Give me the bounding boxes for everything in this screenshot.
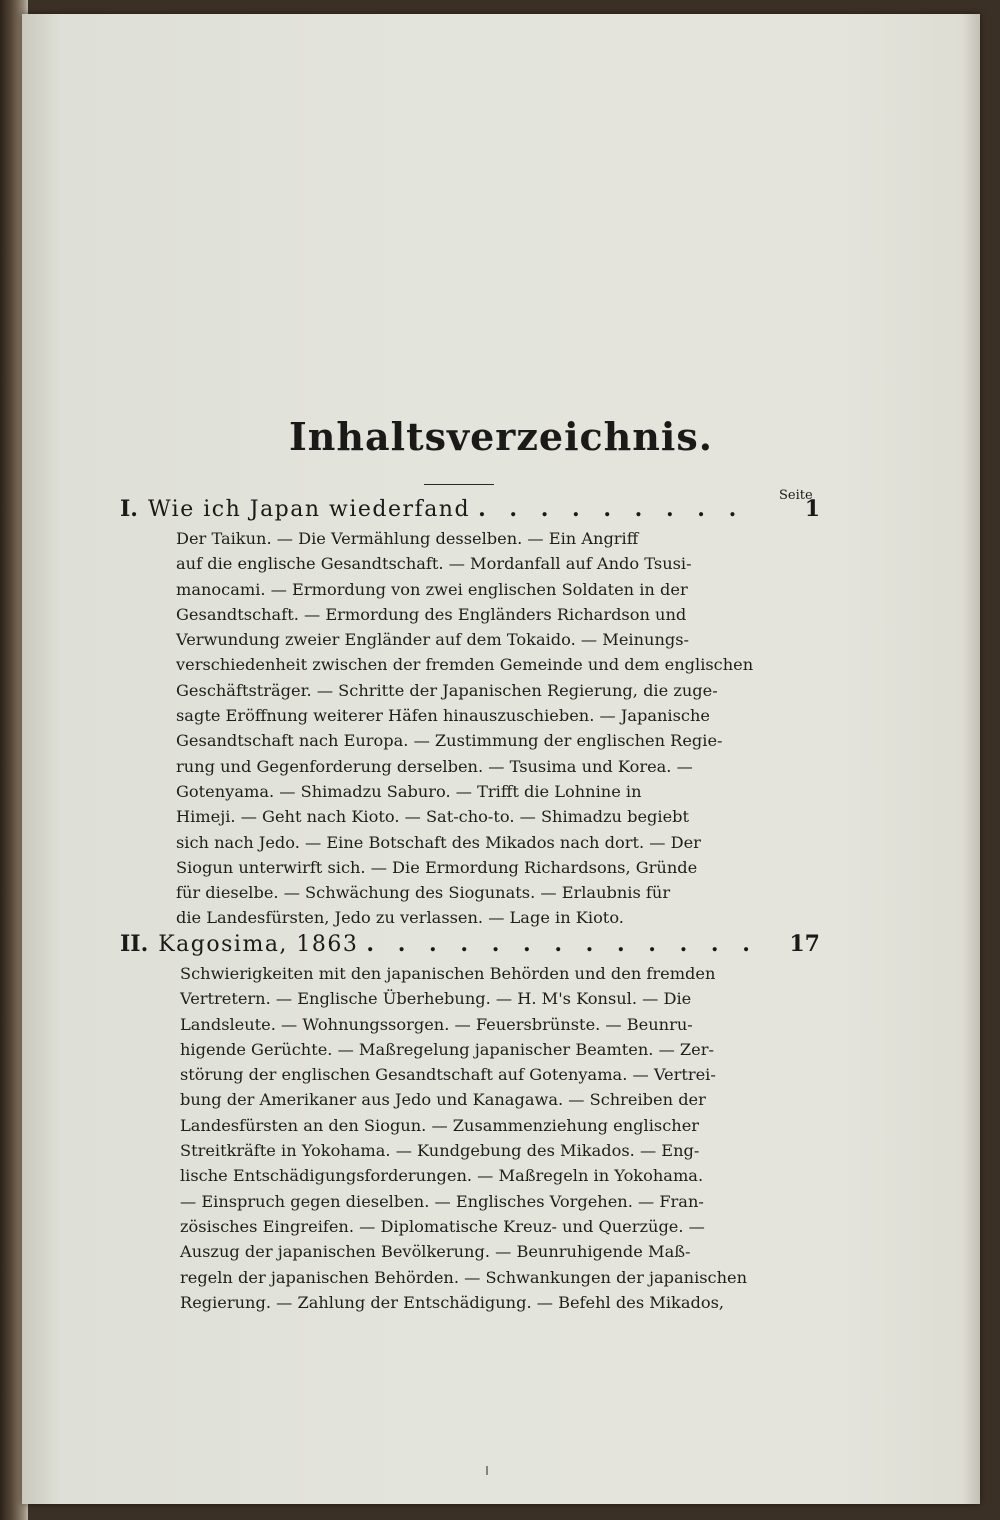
toc-entry-chapter-2 [120, 931, 820, 957]
page-title: Inhaltsverzeichnis. [289, 414, 713, 459]
page-column-label: Seite [779, 488, 813, 503]
page-edge-shadow [962, 14, 980, 1504]
chapter-number: II. [120, 931, 149, 957]
chapter-page-number: 1 [804, 496, 820, 522]
page-mark [486, 1466, 488, 1475]
chapter-number: I. [120, 496, 138, 522]
chapter-page-number: 17 [789, 931, 820, 957]
chapter-summary: Der Taikun. — Die Vermählung desselben. — Ein Angriff auf die englische Gesandtschaft. — Mordanfall auf Ando Tsusi- manocami. — Ermordung von zwei englischen Soldaten in der Gesandtschaft. — Ermordung des Engländers Richardson und Verwundung zweier Engländer auf dem Tokaido. — Meinungs- verschiedenheit zwischen der fremden Gemeinde und dem englischen Geschäftsträger. — Schritte der Japanischen Regierung, die zuge- sagte Eröffnung weiterer Häfen hinauszuschieben. — Japanische Gesandtschaft nach Europa. — Zustimmung der englischen Regie- rung und Gegenforderung derselben. — Tsusima und Korea. — Gotenyama. — Shimadzu Saburo. — Trifft die Lohnine in Himeji. — Geht nach Kioto. — Sat-cho-to. — Shimadzu begiebt sich nach Jedo. — Eine Botschaft des Mikados nach dort. — Der Siogun unterwirft sich. — Die Ermordung Richardsons, Gründe für dieselbe. — Schwächung des Siogunats. — Erlaubnis für die Landesfürsten, Jedo zu verlassen. — Lage in Kioto. [176, 529, 754, 928]
toc-entry-chapter-1 [120, 496, 820, 522]
dot-leader: . . . . . . . . . . . . . [366, 931, 758, 957]
dot-leader: . . . . . . . . . [478, 496, 745, 522]
chapter-title: Kagosima, 1863 [158, 932, 359, 957]
chapter-summary: Schwierigkeiten mit den japanischen Behörden und den fremden Vertretern. — Englische Überhebung. — H. M's Konsul. — Die Landsleute. — Wohnungssorgen. — Feuersbrünste. — Beunru- higende Gerüchte. — Maßregelung japanischer Beamten. — Zer- störung der englischen Gesandtschaft auf Gotenyama. — Vertrei- bung der Amerikaner aus Jedo und Kanagawa. — Schreiben der Landesfürsten an den Siogun. — Zusammenziehung englischer Streitkräfte in Yokohama. — Kundgebung des Mikados. — Eng- lische Entschädigungsforderungen. — Maßregeln in Yokohama. — Einspruch gegen dieselben. — Englisches Vorgehen. — Fran- zösisches Eingreifen. — Diplomatische Kreuz- und Querzüge. — Auszug der japanischen Bevölkerung. — Beunruhigende Maß- regeln der japanischen Behörden. — Schwankungen der japanischen Regierung. — Zahlung der Entschädigung. — Befehl des Mikados, [180, 964, 748, 1312]
book-page [22, 14, 980, 1504]
chapter-title: Wie ich Japan wiederfand [147, 497, 471, 522]
title-divider [424, 484, 494, 485]
